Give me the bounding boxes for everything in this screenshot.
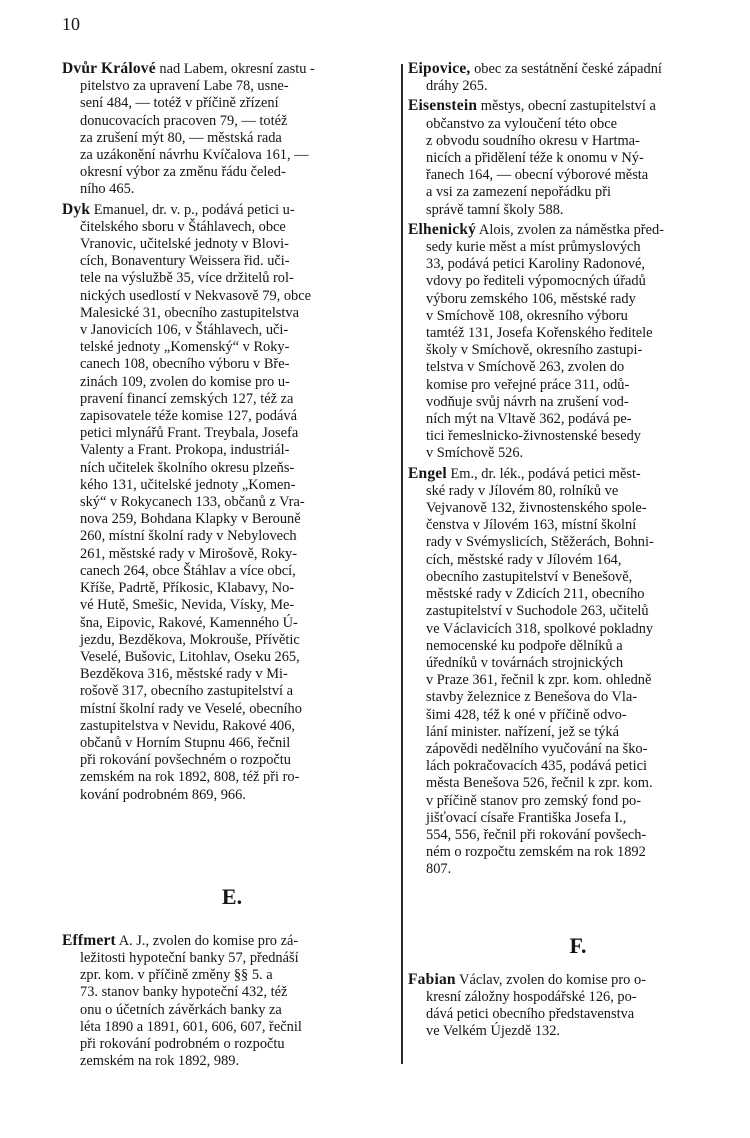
entry-line: zemském na rok 1892, 808, též při ro-: [80, 769, 300, 786]
entry-line: zpr. kom. v příčině změny §§ 5. a: [80, 967, 273, 984]
entry-headword: Eipovice,: [408, 60, 471, 77]
entry-line: 33, podává petici Karoliny Radonové,: [426, 256, 646, 273]
entry-line: ve Václavicích 318, spolkové pokladny: [426, 620, 654, 637]
entry-line: Kříše, Padrtě, Příkosic, Klabavy, No-: [80, 580, 295, 597]
entry-line: telské jednoty „Komenský“ v Roky-: [80, 339, 290, 356]
entry-line: za zrušení mýt 80, — městská rada: [80, 129, 282, 146]
entry-line: v příčině stanov pro zemský fond po-: [426, 792, 642, 809]
entry-line: kování podrobném 869, 966.: [80, 786, 246, 803]
entry-line: 73. stanov banky hypoteční 432, též: [80, 984, 288, 1001]
entry-line: kého 131, učitelské jednoty „Komen-: [80, 476, 296, 493]
entry-line: petici mlynářů Frant. Treybala, Josefa: [80, 425, 299, 442]
entry-line: tele na výslužbě 35, více držitelů rol-: [80, 270, 294, 287]
entry-line: v Praze 361, řečnil k zpr. kom. ohledně: [426, 672, 652, 689]
index-entry: [408, 60, 748, 95]
entry-line: ské rady v Jílovém 80, rolníků ve: [426, 482, 619, 499]
entry-headword: Engel: [408, 464, 447, 482]
entry-headword: Fabian: [408, 970, 456, 988]
page-number: 10: [62, 14, 80, 34]
entry-line: canech 108, obecního výboru v Bře-: [80, 356, 290, 373]
entry-line: zemském na rok 1892, 989.: [80, 1053, 240, 1070]
entry-line: ský“ v Rokycanech 133, občanů z Vra-: [80, 494, 305, 511]
spacer: [62, 912, 402, 932]
entry-line: obecního zastupitelství v Benešově,: [426, 568, 633, 585]
entry-headword: Elhenický: [408, 220, 477, 238]
index-entry: [62, 201, 402, 804]
entry-line: sení 484, — totéž v příčině zřízení: [80, 95, 279, 112]
entry-line: Valenty a Frant. Prokopa, industriál-: [80, 442, 290, 459]
right-entries-before: [408, 60, 748, 879]
entry-text: Emanuel, dr. v. p., podává petici u-: [90, 201, 295, 218]
entry-line: jišťovací císaře Františka Josefa I.,: [426, 809, 627, 826]
entry-line: nemocenské ku podpoře dělníků a: [426, 637, 623, 654]
left-entries-before: [62, 60, 402, 804]
entry-headword: Dvůr Králové: [62, 60, 156, 77]
entry-line: donucovacích pracoven 79, — totéž: [80, 112, 288, 129]
entry-line: tamtéž 131, Josefa Kořenského ředitele: [426, 325, 653, 342]
entry-line: [408, 971, 748, 989]
entry-line: telstva v Smíchově 263, zvolen do: [426, 359, 625, 376]
entry-headword: Dyk: [62, 200, 91, 218]
index-entry: [408, 465, 748, 879]
entry-line: cích, Bonaventury Weissera řid. uči-: [80, 253, 290, 270]
entry-line: kresní záložny hospodářské 126, po-: [426, 988, 637, 1005]
entry-line: [408, 465, 748, 483]
right-column: [408, 60, 748, 1040]
entry-line: dráhy 265.: [426, 78, 488, 95]
entry-line: pitelstvo za upravení Labe 78, usne-: [80, 78, 289, 95]
entry-headword: Effmert: [62, 931, 116, 949]
entry-line: z obvodu soudního okresu v Hartma-: [426, 132, 640, 149]
entry-line: místní školní rady ve Veselé, obecního: [80, 700, 302, 717]
entry-line: výboru zemského 106, městské rady: [426, 290, 636, 307]
entry-line: dává petici obecního představenstva: [426, 1005, 635, 1022]
entry-line: ve Velkém Újezdě 132.: [426, 1023, 561, 1040]
left-entries-after: [62, 932, 402, 1071]
index-entry: [408, 971, 748, 1041]
entry-line: čitelského sboru v Štáhlavech, obce: [80, 218, 286, 235]
right-entries-after: [408, 971, 748, 1041]
entry-line: zastupitelstva v Nevidu, Rakové 406,: [80, 717, 296, 734]
entry-line: nova 259, Bohdana Klapky v Berouně: [80, 511, 301, 528]
entry-line: [62, 201, 402, 219]
entry-line: stavby železnice z Benešova do Vla-: [426, 689, 638, 706]
entry-line: města Benešova 526, řečnil k zpr. kom.: [426, 775, 653, 792]
entry-text: městys, obecní zastupitelství a: [477, 98, 656, 115]
entry-line: šimi 428, též k oné v příčině odvo-: [426, 706, 627, 723]
index-entry: [408, 221, 748, 463]
entry-line: při rokování podrobném o rozpočtu: [80, 1035, 285, 1052]
entry-line: 554, 556, řečnil při rokování povšech-: [426, 826, 647, 843]
entry-line: čenstva v Jílovém 163, místní školní: [426, 517, 637, 534]
entry-line: občanstvo za vyloučení této obce: [426, 115, 618, 132]
entry-line: řanech 164, — obecní výborové města: [426, 167, 649, 184]
entry-line: v Smíchově 526.: [426, 445, 524, 462]
entry-line: sedy kurie měst a míst průmyslových: [426, 239, 641, 256]
entry-line: vodňuje svůj návrh na zrušení vod-: [426, 393, 629, 410]
entry-line: občanů v Horním Stupnu 466, řečnil: [80, 734, 291, 751]
spacer: [408, 961, 748, 971]
entry-line: ních mýt na Vltavě 362, podává pe-: [426, 411, 632, 428]
entry-line: [408, 97, 748, 115]
index-entry: [62, 932, 402, 1071]
entry-line: pravení financí zemských 127, též za: [80, 390, 294, 407]
entry-line: školy v Smíchově, okresního zastupi-: [426, 342, 643, 359]
entry-line: při rokování povšechném o rozpočtu: [80, 752, 292, 769]
entry-line: komise pro veřejné práce 311, odů-: [426, 376, 630, 393]
entry-line: vé Hutě, Smešic, Nevida, Vísky, Me-: [80, 597, 295, 614]
entry-line: okresní výbor za změnu řádu čeled-: [80, 164, 286, 181]
entry-line: tici řemeslnicko-živnostenské besedy: [426, 428, 641, 445]
entry-line: [408, 221, 748, 239]
entry-line: [62, 60, 402, 78]
entry-line: léta 1890 a 1891, 601, 606, 607, řečnil: [80, 1018, 302, 1035]
entry-line: rady v Svémyslicích, Stěžerách, Bohni-: [426, 534, 654, 551]
entry-line: v Janovicích 106, v Štáhlavech, uči-: [80, 322, 289, 339]
entry-line: ních učitelek školního okresu plzeňs-: [80, 459, 295, 476]
entry-text: Em., dr. lék., podává petici měst-: [446, 465, 641, 482]
entry-line: nických usedlostí v Nekvasově 79, obce: [80, 287, 311, 304]
entry-line: zapisovatele téže komise 127, podává: [80, 408, 297, 425]
entry-line: cích, městské rady v Jílovém 164,: [426, 551, 622, 568]
entry-line: [408, 60, 748, 78]
entry-line: rošově 317, obecního zastupitelství a: [80, 683, 294, 700]
entry-line: Vranovic, učitelské jednoty v Blovi-: [80, 236, 289, 253]
entry-line: lách pokračovacích 435, podává petici: [426, 758, 647, 775]
entry-line: 807.: [426, 861, 452, 878]
entry-line: za uzákonění návrhu Kvíčalova 161, —: [80, 147, 309, 164]
section-letter-e: E.: [221, 883, 243, 909]
entry-line: vdovy po řediteli výpomocných úřadů: [426, 273, 646, 290]
entry-headword: Eisenstein: [408, 97, 478, 115]
index-entry: [62, 60, 402, 199]
entry-text: obec za sestátnění české západní: [470, 61, 662, 77]
left-column: [62, 60, 402, 1070]
entry-line: zastupitelství v Suchodole 263, učitelů: [426, 603, 649, 620]
entry-line: ležitosti hypoteční banky 57, přednáší: [80, 949, 299, 966]
entry-text: Václav, zvolen do komise pro o-: [455, 971, 646, 988]
entry-line: 260, místní školní rady v Nebylovech: [80, 528, 297, 545]
spacer: [408, 879, 748, 931]
entry-line: jezdu, Bezděkova, Mokrouše, Přívětic: [80, 631, 300, 648]
entry-text: Alois, zvolen za náměstka před-: [476, 221, 664, 238]
entry-line: zinách 109, zvolen do komise pro u-: [80, 373, 290, 390]
entry-line: nicích a přidělení téže k onomu v Ný-: [426, 150, 644, 167]
entry-line: Veselé, Bušovic, Litohlav, Oseku 265,: [80, 648, 300, 665]
section-letter-f: F.: [569, 932, 587, 958]
entry-line: zápovědi nedělního vyučování na ško-: [426, 740, 648, 757]
entry-line: správě tamní školy 588.: [426, 201, 564, 218]
entry-line: 261, městské rady v Mirošově, Roky-: [80, 545, 298, 562]
entry-line: ního 465.: [80, 181, 135, 198]
entry-line: úředníků v továrnách strojnických: [426, 654, 624, 671]
entry-line: canech 264, obce Štáhlav a více obcí,: [80, 562, 296, 579]
entry-line: šna, Eipovic, Rakové, Kamenného Ú-: [80, 614, 298, 631]
entry-line: Bezděkova 316, městské rady v Mi-: [80, 666, 288, 683]
entry-line: a vsi za zamezení nepořádku při: [426, 184, 611, 201]
entry-line: lání minister. nařízení, jež se týká: [426, 723, 620, 740]
entry-text: nad Labem, okresní zastu -: [155, 61, 315, 77]
entry-line: Malesické 31, obecního zastupitelstva: [80, 304, 299, 321]
entry-text: A. J., zvolen do komise pro zá-: [115, 932, 299, 949]
index-entry: [408, 97, 748, 218]
entry-line: ném o rozpočtu zemském na rok 1892: [426, 844, 646, 861]
spacer: [62, 804, 402, 882]
entry-line: městské rady v Zdicích 211, obecního: [426, 586, 645, 603]
entry-line: Vejvanově 132, živnostenského spole-: [426, 500, 647, 517]
entry-line: onu o účetních závěrkách banky za: [80, 1001, 282, 1018]
entry-line: [62, 932, 402, 950]
entry-line: v Smíchově 108, okresního výboru: [426, 307, 628, 324]
